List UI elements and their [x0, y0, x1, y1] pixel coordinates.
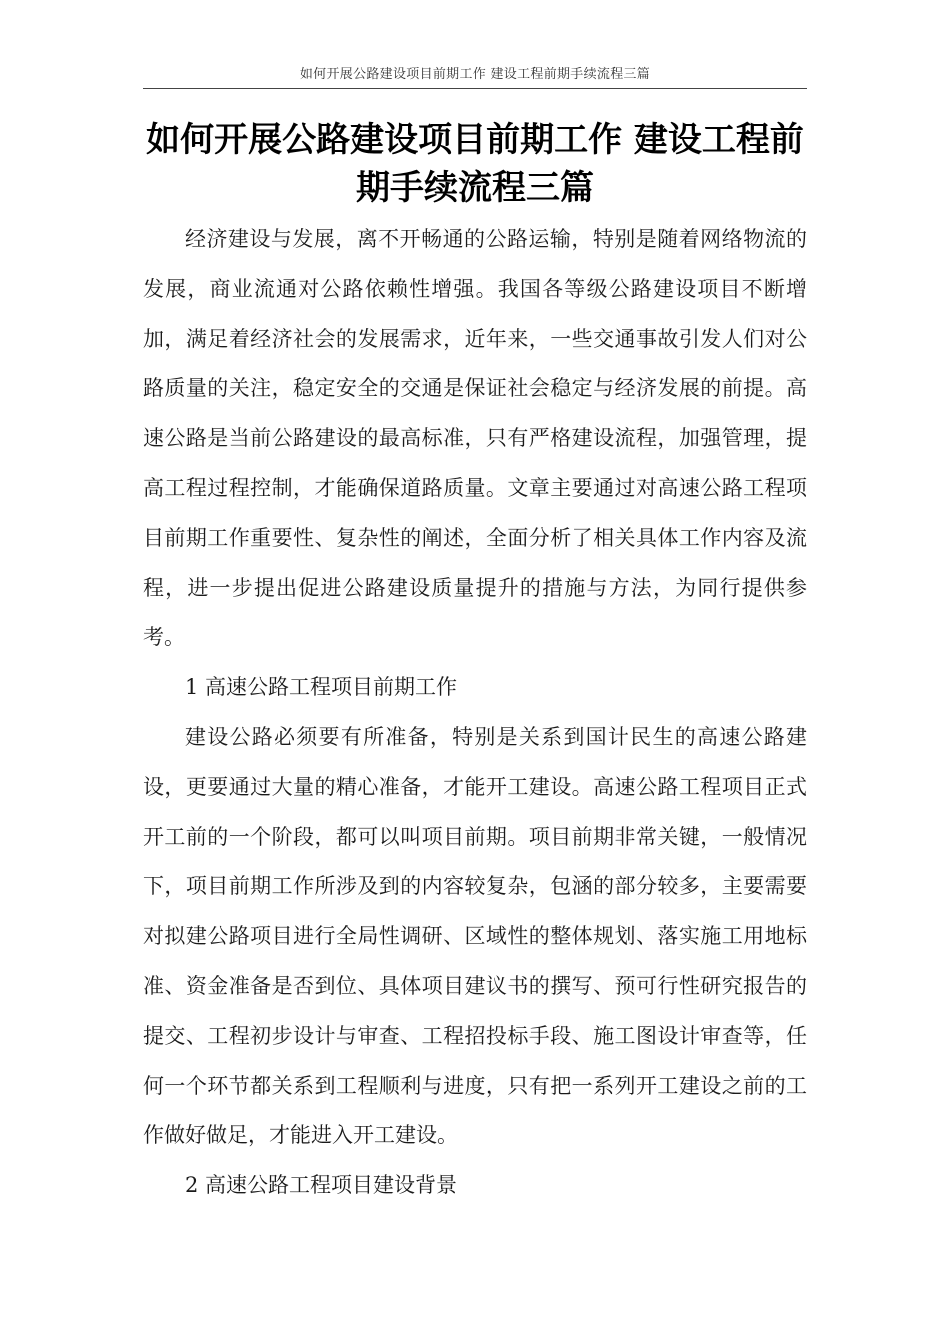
document-title: 如何开展公路建设项目前期工作 建设工程前期手续流程三篇	[146, 120, 804, 208]
section-heading-1: 1 高速公路工程项目前期工作	[185, 675, 458, 700]
running-header: 如何开展公路建设项目前期工作 建设工程前期手续流程三篇	[299, 67, 651, 82]
paragraph-intro: 经济建设与发展，离不开畅通的公路运输，特别是随着网络物流的发展，商业流通对公路依赖性增强。我国各等级公路建设项目不断增加，满足着经济社会的发展需求，近年来，一些交通事故引发人们对公路质量的关注，稳定安全的交通是保证社会稳定与经济发展的前提。高速公路是当前公路建设的最高标准，只有严格建设流程，加强管理，提高工程过程控制，才能确保道路质量。文章主要通过对高速公路工程项目前期工作重要性、复杂性的阐述，全面分析了相关具体工作内容及流程，进一步提出促进公路建设质量提升的措施与方法，为同行提供参考。	[143, 227, 807, 650]
section-heading-2: 2 高速公路工程项目建设背景	[185, 1173, 458, 1198]
header-divider	[143, 88, 807, 89]
document-body	[143, 215, 807, 1211]
paragraph-section-1: 建设公路必须要有所准备，特别是关系到国计民生的高速公路建设，更要通过大量的精心准备，才能开工建设。高速公路工程项目正式开工前的一个阶段，都可以叫项目前期。项目前期非常关键，一般情况下，项目前期工作所涉及到的内容较复杂，包涵的部分较多，主要需要对拟建公路项目进行全局性调研、区域性的整体规划、落实施工用地标准、资金准备是否到位、具体项目建议书的撰写、预可行性研究报告的提交、工程初步设计与审查、工程招投标手段、施工图设计审查等，任何一个环节都关系到工程顺利与进度，只有把一系列开工建设之前的工作做好做足，才能进入开工建设。	[143, 724, 807, 1148]
